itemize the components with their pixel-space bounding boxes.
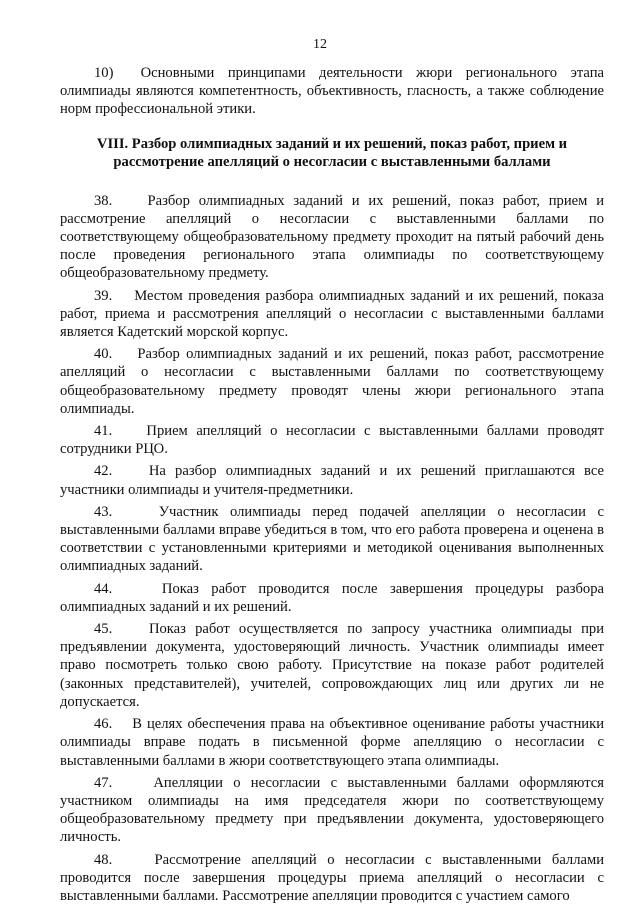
paragraph-text: Разбор олимпиадных заданий и их решений, показ работ, прием и рассмотрение апелляций о несогласии с выставленными баллами по соответствующему общеобразовательному предмету проходит на пятый рабочий день после проведения регионального этапа олимпиады по соответствующему общеобразовательному предмету.	[60, 192, 604, 282]
paragraph-42	[60, 462, 604, 498]
page-number: 12	[313, 37, 327, 52]
paragraph-number: 48.	[94, 851, 113, 868]
paragraph-10	[60, 64, 604, 119]
paragraph-44	[60, 580, 604, 616]
paragraph-text: Местом проведения разбора олимпиадных заданий и их решений, показа работ, приема и рассмотрения апелляций о несогласии с выставленными баллами является Кадетский морской корпус.	[60, 287, 604, 341]
paragraph-text: Апелляции о несогласии с выставленными баллами оформляются участником олимпиады на имя председателя жюри по соответствующему общеобразовательному предмету при предъявлении документа, удостоверяющего личность.	[60, 774, 604, 846]
paragraph-number: 41.	[94, 423, 113, 440]
paragraph-number: 44.	[94, 580, 113, 597]
paragraph-text: Показ работ осуществляется по запросу участника олимпиады при предъявлении документа, удостоверяющий личность. Участник олимпиады имеет право посмотреть только свою работу. Присутствие на показе работ родителей (законных представителей), учителей, сопровождающих лиц или других ли не допускается.	[60, 621, 604, 710]
paragraph-number: 38.	[94, 192, 113, 209]
paragraph-number: 39.	[94, 287, 113, 304]
paragraph-text: Разбор олимпиадных заданий и их решений, показ работ, рассмотрение апелляций о несогласии с выставленными баллами по соответствующему общеобразовательному предмету проводят члены жюри регионального этапа олимпиады.	[60, 346, 605, 417]
paragraph-number: 46.	[94, 716, 113, 733]
paragraph-text: Показ работ проводится после завершения процедуры разбора олимпиадных заданий и их решений.	[60, 580, 604, 615]
paragraph-number: 47.	[94, 774, 113, 791]
paragraph-41	[60, 422, 604, 458]
page-content	[60, 64, 604, 909]
paragraph-text: На разбор олимпиадных заданий и их решений приглашаются все участники олимпиады и учителя-предметники.	[60, 463, 604, 498]
paragraph-39	[60, 287, 604, 342]
paragraph-number: 10)	[94, 65, 114, 81]
paragraph-40	[60, 345, 604, 418]
paragraph-number: 43.	[94, 503, 113, 520]
paragraph-38	[60, 192, 604, 283]
paragraph-number: 40.	[94, 346, 113, 363]
paragraph-number: 42.	[94, 463, 113, 480]
paragraph-text: Рассмотрение апелляций о несогласии с выставленными баллами проводится после завершения процедуры приема апелляций о несогласии с выставленными баллами. Рассмотрение апелляции проводится с участием самого	[60, 851, 605, 904]
paragraph-text: Участник олимпиады перед подачей апелляции о несогласии с выставленными баллами вправе убедиться в том, что его работа проверена и оценена в соответствии с установленными критериями и методикой оценивания выполненных олимпиадных заданий.	[60, 503, 604, 575]
section-heading: VIII. Разбор олимпиадных заданий и их решений, показ работ, прием и рассмотрение апелляций о несогласии с выставленными баллами	[96, 135, 568, 171]
paragraph-43	[60, 503, 604, 576]
paragraph-48	[60, 851, 604, 906]
paragraph-47	[60, 774, 604, 847]
paragraph-45	[60, 620, 604, 711]
paragraph-46	[60, 715, 604, 770]
paragraph-number: 45.	[94, 621, 113, 638]
paragraph-text: В целях обеспечения права на объективное оценивание работы участники олимпиады вправе подать в письменной форме апелляцию о несогласии с выставленными баллами в жюри соответствующего этапа олимпиады.	[60, 716, 605, 769]
paragraph-text: Прием апелляций о несогласии с выставленными баллами проводят сотрудники РЦО.	[60, 423, 604, 458]
paragraph-text: Основными принципами деятельности жюри регионального этапа олимпиады являются компетентность, объективность, гласность, а также соблюдение норм профессиональной этики.	[60, 65, 605, 118]
